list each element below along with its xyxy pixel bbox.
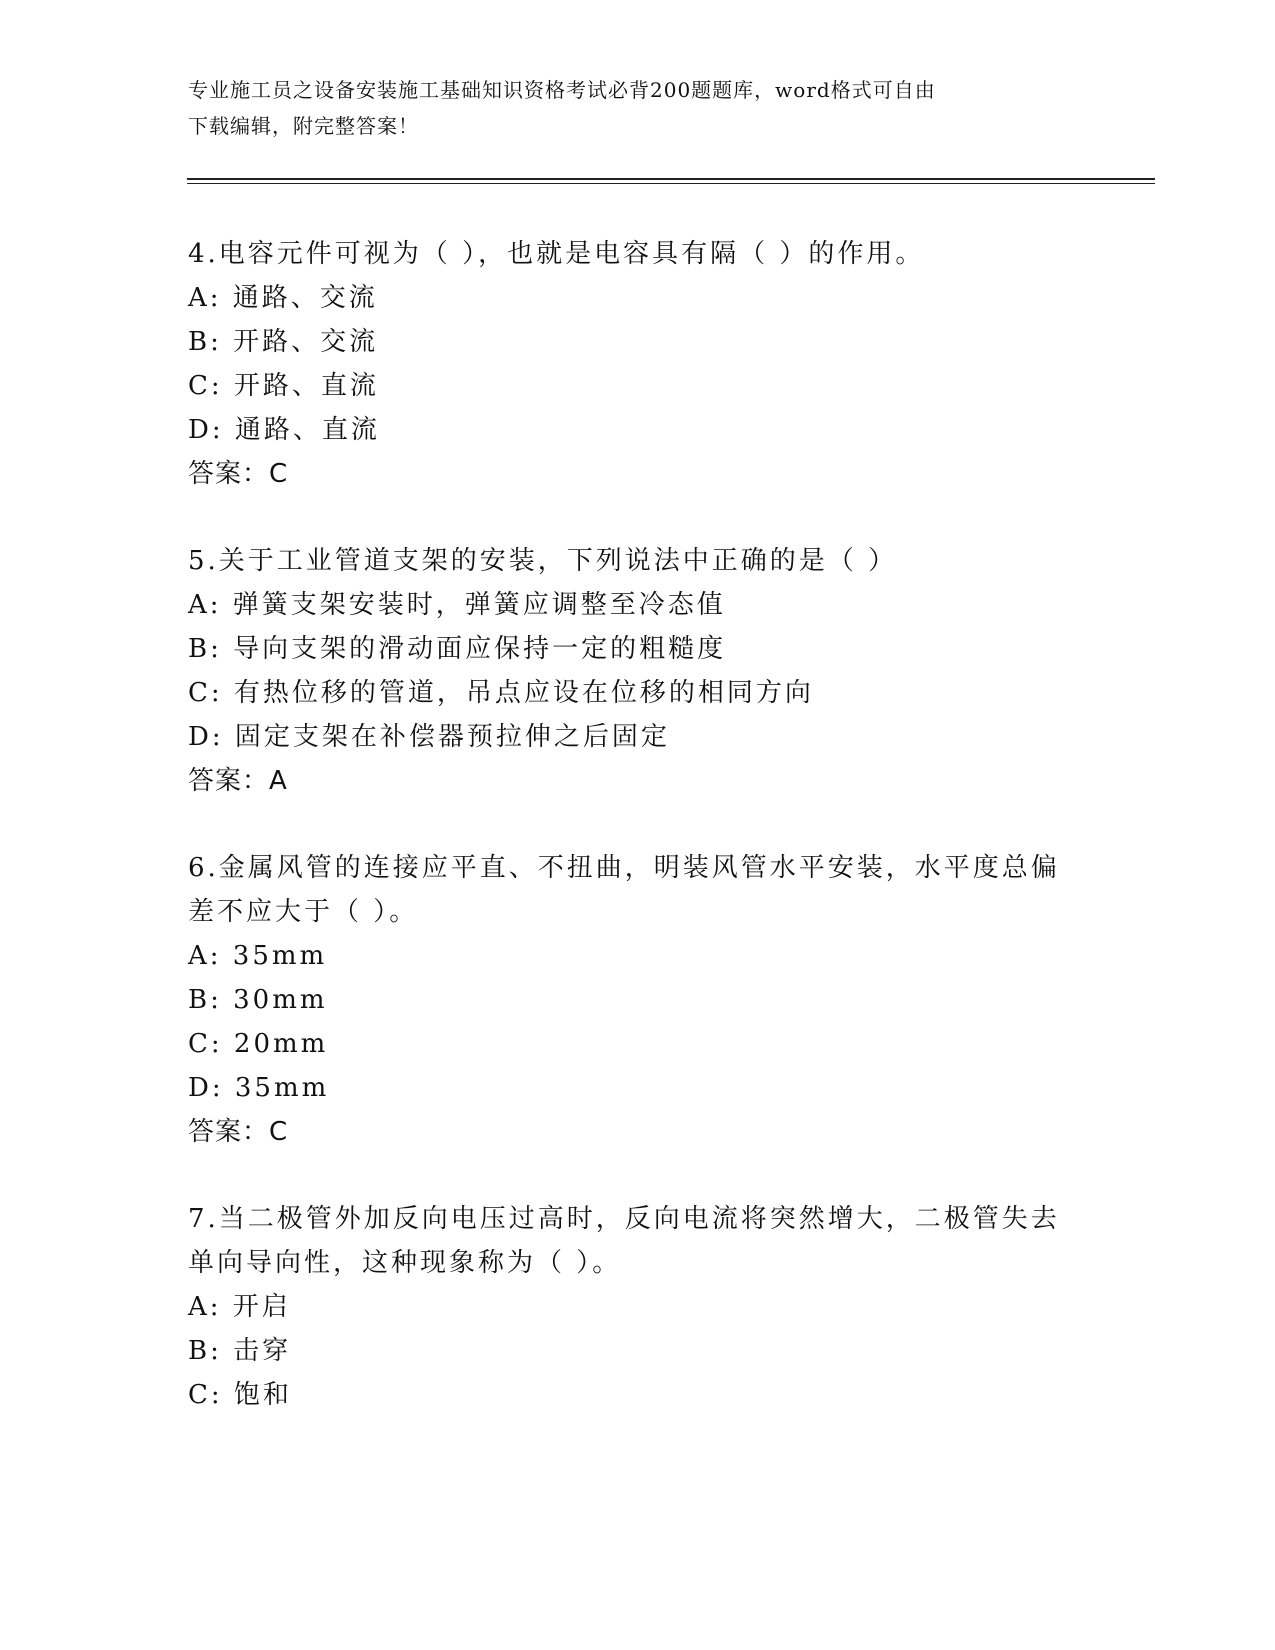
answer-label: 答案：: [188, 1117, 270, 1147]
answer-value: C: [269, 459, 289, 489]
answer-label: 答案：: [188, 766, 270, 796]
option-c: C: 饱和: [188, 1380, 292, 1410]
header-line-1: 专业施工员之设备安装施工基础知识资格考试必背200题题库，word格式可自由: [188, 78, 936, 102]
option-a: A: 35mm: [188, 941, 328, 971]
option-c: C: 开路、直流: [188, 371, 379, 401]
option-d: D: 固定支架在补偿器预拉伸之后固定: [188, 722, 670, 752]
option-b: B: 导向支架的滑动面应保持一定的粗糙度: [188, 634, 727, 664]
option-a: A: 通路、交流: [188, 283, 378, 313]
document-header: [188, 72, 1068, 144]
question-stem: 4.电容元件可视为（ ），也就是电容具有隔（ ）的作用。: [188, 239, 925, 269]
answer-line: [188, 763, 288, 799]
option-b: B: 开路、交流: [188, 327, 379, 357]
header-divider: [187, 178, 1155, 180]
answer-value: C: [269, 1117, 289, 1147]
option-d: D: 通路、直流: [188, 415, 380, 445]
option-a: A: 弹簧支架安装时，弹簧应调整至冷态值: [188, 590, 726, 620]
answer-line: [188, 1114, 288, 1150]
header-line-2: 下载编辑，附完整答案！: [188, 114, 419, 138]
option-c: C: 20mm: [188, 1029, 329, 1059]
option-a: A: 开启: [188, 1292, 291, 1322]
question-stem-line-2: 单向导向性，这种现象称为（ ）。: [188, 1248, 622, 1278]
option-b: B: 击穿: [188, 1336, 292, 1366]
option-b: B: 30mm: [188, 985, 328, 1015]
question-stem-line-1: 6.金属风管的连接应平直、不扭曲，明装风管水平安装，水平度总偏: [188, 853, 1060, 883]
header-divider-thin: [187, 183, 1155, 184]
question-stem-line-1: 7.当二极管外加反向电压过高时，反向电流将突然增大，二极管失去: [188, 1204, 1060, 1234]
answer-label: 答案：: [188, 459, 270, 489]
answer-value: A: [269, 766, 288, 796]
question-stem: 5.关于工业管道支架的安装，下列说法中正确的是（ ）: [188, 546, 898, 576]
answer-line: [188, 456, 288, 492]
option-d: D: 35mm: [188, 1073, 330, 1103]
question-stem-line-2: 差不应大于（ ）。: [188, 897, 419, 927]
option-c: C: 有热位移的管道，吊点应设在位移的相同方向: [188, 678, 814, 708]
